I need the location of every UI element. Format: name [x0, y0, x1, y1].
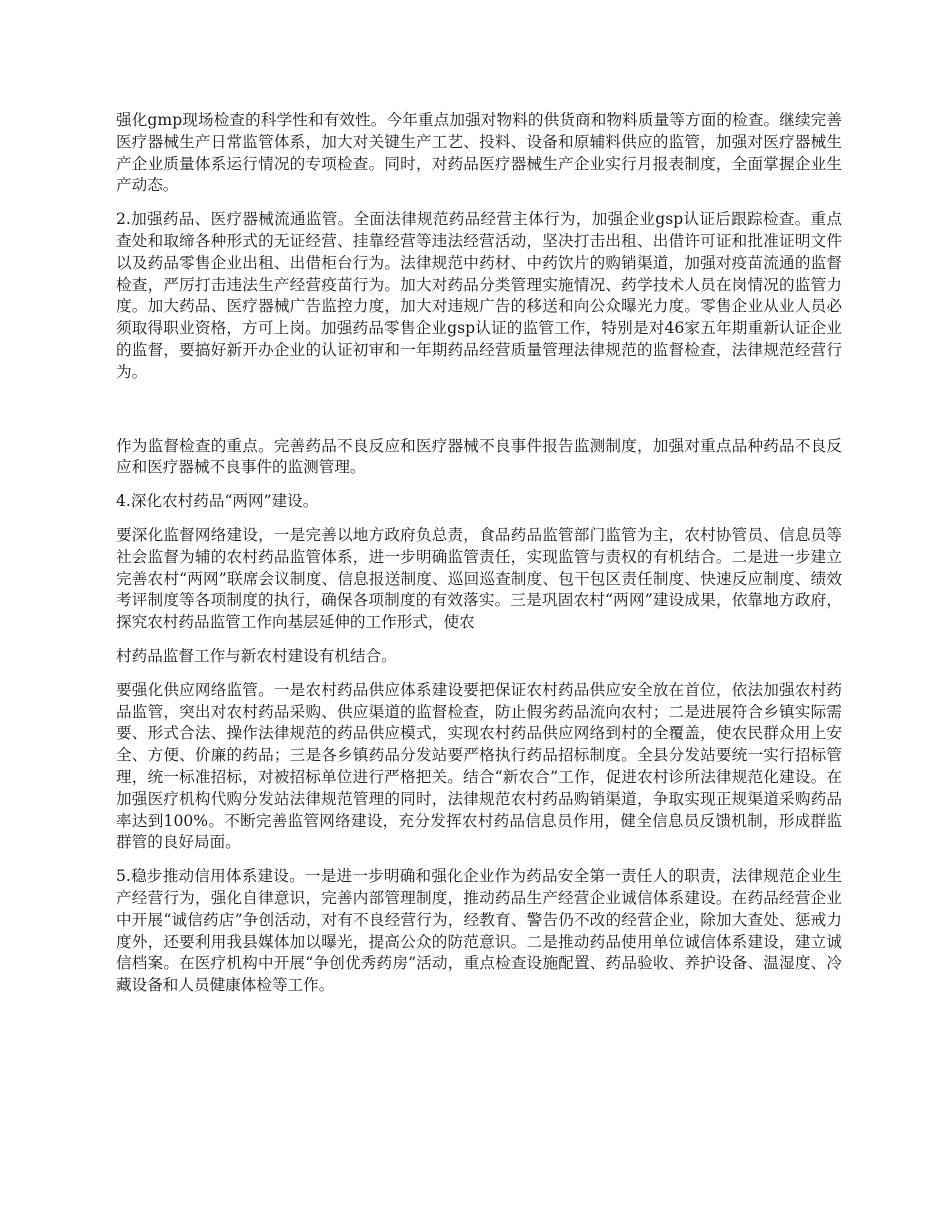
paragraph-circulation-supervision: 2.加强药品、医疗器械流通监管。全面法律规范药品经营主体行为，加强企业gsp认证后跟踪检查。重点查处和取缔各种形式的无证经营、挂靠经营等违法经营活动，坚决打击出租、出借许可证和批准证明文件以及药品零售企业出租、出借柜台行为。法律规范中药材、中药饮片的购销渠道，加强对疫苗流通的监督检查，严厉打击违法生产经营疫苗行为。加大对药品分类管理实施情况、药学技术人员在岗情况的监管力度。加大药品、医疗器械广告监控力度，加大对违规广告的移送和向公众曝光力度。零售企业从业人员必须取得职业资格，方可上岗。加强药品零售企业gsp认证的监管工作，特别是对46家五年期重新认证企业的监督，要搞好新开办企业的认证初审和一年期药品经营质量管理法律规范的监督检查，法律规范经营行为。 — [116, 210, 842, 381]
paragraph-rural-two-networks-heading: 4.深化农村药品“两网”建设。 — [116, 492, 319, 511]
paragraph-adverse-reaction: 作为监督检查的重点。完善药品不良反应和医疗器械不良事件报告监测制度，加强对重点品种药品不良反应和医疗器械不良事件的监测管理。 — [116, 436, 842, 477]
paragraph-supervision-network: 要深化监督网络建设，一是完善以地方政府负总责，食品药品监管部门监管为主，农村协管员、信息员等社会监督为辅的农村药品监管体系，进一步明确监管责任，实现监管与责权的有机结合。二是进一步建立完善农村“两网”联席会议制度、信息报送制度、巡回巡查制度、包干包区责任制度、快速反应制度、绩效考评制度等各项制度的执行，确保各项制度的有效落实。三是巩固农村“两网”建设成果，依靠地方政府，探究农村药品监管工作向基层延伸的工作形式，使农 — [116, 525, 842, 632]
paragraph-credit-system: 5.稳步推动信用体系建设。一是进一步明确和强化企业作为药品安全第一责任人的职责，法律规范企业生产经营行为，强化自律意识，完善内部管理制度，推动药品生产经营企业诚信体系建设。在药品经营企业中开展“诚信药店”争创活动，对有不良经营行为，经教育、警告仍不改的经营企业，除加大查处、惩戒力度外，还要利用我县媒体加以曝光，提高公众的防范意识。二是推动药品使用单位诚信体系建设，建立诚信档案。在医疗机构中开展“争创优秀药房”活动，重点检查设施配置、药品验收、养护设备、温湿度、冷藏设备和人员健康体检等工作。 — [116, 867, 842, 995]
paragraph-gmp-inspection: 强化gmp现场检查的科学性和有效性。今年重点加强对物料的供货商和物料质量等方面的检查。继续完善医疗器械生产日常监管体系，加大对关键生产工艺、投料、设备和原辅料供应的监管，加强对医疗器械生产企业质量体系运行情况的专项检查。同时，对药品医疗器械生产企业实行月报表制度，全面掌握企业生产动态。 — [116, 111, 842, 195]
section-gap — [116, 396, 842, 436]
paragraph-rural-integration: 村药品监督工作与新农村建设有机结合。 — [116, 646, 397, 665]
paragraph-supply-network: 要强化供应网络监管。一是农村药品供应体系建设要把保证农村药品供应安全放在首位，依法加强农村药品监管，突出对农村药品采购、供应渠道的监督检查，防止假劣药品流向农村；二是进展符合乡镇实际需要、形式合法、操作法律规范的药品供应模式，实现农村药品供应网络到村的全覆盖，使农民群众用上安全、方便、价廉的药品；三是各乡镇药品分发站要严格执行药品招标制度。全县分发站要统一实行招标管理，统一标准招标，对被招标单位进行严格把关。结合“新农合”工作，促进农村诊所法律规范化建设。在加强医疗机构代购分发站法律规范管理的同时，法律规范农村药品购销渠道，争取实现正规渠道采购药品率达到100%。不断完善监管网络建设，充分发挥农村药品信息员作用，健全信息员反馈机制，形成群监群管的良好局面。 — [116, 680, 842, 852]
document-body — [116, 110, 842, 1009]
